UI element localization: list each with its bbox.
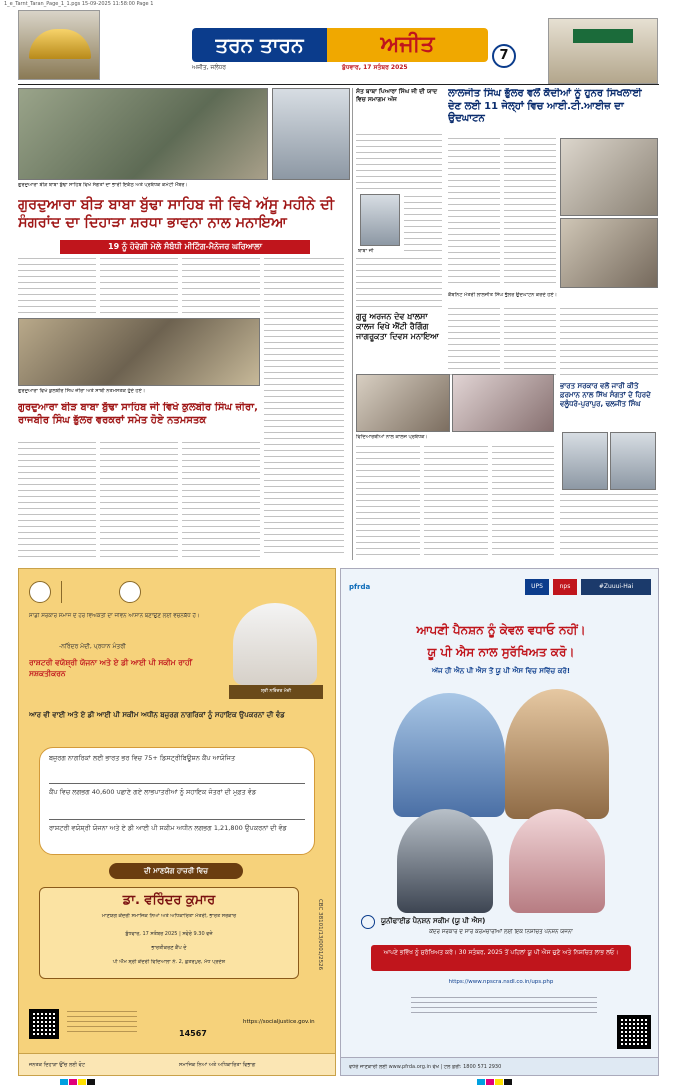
yellow-swatch-2: [495, 1079, 503, 1085]
college-body-col-2: [424, 446, 488, 558]
points-divider-1: [49, 783, 305, 784]
scheme-description: ਆਰ ਵੀ ਵਾਈ ਅਤੇ ਏ ਡੀ ਆਈ ਪੀ ਸਕੀਮ ਅਧੀਨ ਬਜ਼ੁਰਗ ਨਾਗਰਿਕਾਂ ਨੂੰ ਸਹਾਇਕ ਉਪਕਰਨਾਂ ਦੀ ਵੰਡ: [29, 711, 285, 719]
leaders-body-col-2: [100, 442, 178, 560]
ups-pension-advertisement: [340, 568, 659, 1076]
employee-photo-3: [397, 809, 493, 913]
pm-quote: ਸਾਡੀ ਸਰਕਾਰ ਸਮਾਜ ਦੇ ਹਰ ਵਿਅਕਤੀ ਦਾ ਜੀਵਨ ਆਸਾਨ ਬਣਾਉਣ ਲਈ ਵਚਨਬੱਧ ਹੈ।: [29, 613, 200, 619]
jail-body-col-1: [448, 138, 500, 288]
emblem-icon: [29, 581, 51, 603]
main-body-col-2: [100, 258, 178, 314]
footer-right-text: ਸਮਾਜਿਕ ਨਿਆਂ ਅਤੇ ਅਧਿਕਾਰਿਤਾ ਵਿਭਾਗ: [179, 1062, 256, 1068]
hashtag-badge: #Zuuui-Hai: [581, 579, 651, 595]
pm-caption: ਸ਼੍ਰੀ ਨਰਿੰਦਰ ਮੋਦੀ: [229, 685, 323, 699]
leaders-headline: ਗੁਰਦੁਆਰਾ ਬੀੜ ਬਾਬਾ ਬੁੱਢਾ ਸਾਹਿਬ ਜੀ ਵਿਖੇ ਕੁਲਬੀਰ ਸਿੰਘ ਜ਼ੀਰਾ, ਰਾਜਬੀਰ ਸਿੰਘ ਭੁੱਲਰ ਵਰਕਰਾਂ ਸਮੇਤ ਹੋਏ ਨਤਮਸਤਕ: [18, 402, 258, 426]
main-photo-caption: ਗੁਰਦੁਆਰਾ ਬੀੜ ਬਾਬਾ ਬੁੱਢਾ ਸਾਹਿਬ ਵਿਖੇ ਸੰਗਤਾਂ ਦਾ ਭਾਰੀ ਇਕੱਠ ਅਤੇ ਪ੍ਰਬੰਧਕ ਕਮੇਟੀ ਮੈਂਬਰ।: [18, 182, 188, 188]
ups-logo: UPS: [525, 579, 549, 595]
main-subhead: 19 ਨੂੰ ਹੋਵੇਗੀ ਮੇਲੇ ਸੰਬੰਧੀ ਮੀਟਿੰਗ-ਮੈਨੇਜਰ ਘਰਿਆਲਾ: [60, 240, 310, 254]
chief-guest-name: ਡਾ. ਵਰਿੰਦਰ ਕੁਮਾਰ: [122, 893, 216, 908]
magenta-swatch-2: [486, 1079, 494, 1085]
golden-temple-photo: [18, 10, 100, 80]
main-body-col-3: [182, 258, 260, 314]
minister-inauguration-photo: [560, 138, 658, 216]
main-body-col-4: [264, 258, 344, 558]
scheme-point-2: ਕੈਂਪ ਵਿਚ ਲਗਭਗ 40,600 ਪਛਾਣੇ ਗਏ ਲਾਭਪਾਤਰੀਆਂ ਨੂੰ ਸਹਾਇਕ ਜੰਤਰਾਂ ਦੀ ਮੁਫ਼ਤ ਵੰਡ: [49, 788, 257, 796]
ad-right-footer: [341, 1057, 659, 1076]
leaders-body-col-3: [182, 442, 260, 560]
jail-body-col-5: [560, 308, 658, 378]
main-headline: ਗੁਰਦੁਆਰਾ ਬੀੜ ਬਾਬਾ ਬੁੱਢਾ ਸਾਹਿਬ ਜੀ ਵਿਖੇ ਅੱਸੂ ਮਹੀਨੇ ਦੀ ਸੰਗਰਾਂਦ ਦਾ ਦਿਹਾੜਾ ਸ਼ਰਧਾ ਭਾਵਨਾ ਨਾਲ ਮਨਾਇਆ: [18, 197, 335, 232]
presence-label: ਦੀ ਮਾਣਯੋਗ ਹਾਜ਼ਰੀ ਵਿਚ: [109, 863, 243, 879]
yellow-swatch: [78, 1079, 86, 1085]
magenta-swatch: [69, 1079, 77, 1085]
masthead-date: ਬੁੱਧਵਾਰ, 17 ਸਤੰਬਰ 2025: [342, 64, 408, 71]
vayoshri-advertisement: [18, 568, 336, 1076]
points-divider-2: [49, 819, 305, 820]
ups-scheme-desc: ਕੇਂਦਰ ਸਰਕਾਰ ਦੇ ਸਾਰੇ ਕਰਮਚਾਰੀਆਂ ਲਈ ਇਕ ਨਿਸ਼ਚਿਤ ਪੈਨਸ਼ਨ ਯੋਜਨਾ: [429, 929, 573, 935]
cyan-swatch: [60, 1079, 68, 1085]
sikh-sangat-headline: ਭਾਰਤ ਸਰਕਾਰ ਵਲੋਂ ਜਾਰੀ ਕੀਤੇ ਫ਼ਰਮਾਨ ਨਾਲ ਸਿੱਖ ਸੰਗਤਾਂ ਦੇ ਹਿਰਦੇ ਵਲੂੰਧਰੇ-ਪੁਰਾਪੁਰ, ਢਲਜੀਤ ਸਿੰਘ: [560, 382, 651, 408]
leaders-group-photo: [18, 318, 260, 386]
leader-portrait-1: [562, 432, 608, 490]
jail-body-col-2: [504, 138, 556, 288]
employee-photo-1: [393, 693, 505, 817]
pm-photo: [233, 603, 317, 685]
college-photo-1: [356, 374, 450, 432]
ups-jail-headline: ਲਾਲਜੀਤ ਸਿੰਘ ਭੁੱਲਰ ਵਲੋਂ ਕੈਦੀਆਂ ਨੂੰ ਹੁਨਰ ਸਿਖਲਾਈ ਦੇਣ ਲਈ 11 ਜੇਲ੍ਹਾਂ ਵਿਚ ਆਈ.ਟੀ.ਆਈਜ਼ ਦਾ ਉਦਘਾਟਨ: [448, 88, 642, 124]
masthead: [192, 28, 488, 71]
column-divider: [352, 88, 353, 560]
leaders-photo-caption: ਗੁਰਦੁਆਰਾ ਵਿਖੇ ਕੁਲਬੀਰ ਸਿੰਘ ਜ਼ੀਰਾ ਅਤੇ ਸਾਥੀ ਨਤਮਸਤਕ ਹੁੰਦੇ ਹੋਏ।: [18, 388, 146, 394]
ad-left-footer: [19, 1053, 336, 1076]
college-body-col-1: [356, 446, 420, 558]
cyan-swatch-2: [477, 1079, 485, 1085]
small-story-headline: ਸੰਤ ਬਾਬਾ ਪਿਆਰਾ ਸਿੰਘ ਜੀ ਦੀ ਯਾਦ ਵਿਚ ਸਮਾਗਮ ਅੱਜ: [356, 88, 438, 103]
ups-fineprint: [411, 997, 597, 1015]
baba-caption: ਬਾਬਾ ਜੀ: [358, 248, 374, 254]
college-body-col-3: [492, 446, 554, 558]
contact-lines: [67, 1011, 137, 1035]
print-meta: 1_e_Tarnt_Taran_Page_1_1.pgs 15-09-2025 11:58:00 Page 1: [4, 1, 154, 7]
college-headline: ਗੁਰੂ ਅਰਜਨ ਦੇਵ ਖ਼ਾਲਸਾ ਕਾਲਜ ਵਿਖੇ ਐਂਟੀ ਰੈਗਿੰਗ ਜਾਗਰੂਕਤਾ ਦਿਵਸ ਮਨਾਇਆ: [356, 312, 439, 341]
masthead-city: ਤਰਨ ਤਾਰਨ: [192, 28, 327, 62]
qr-code-right: [617, 1015, 651, 1049]
ups-subheadline: ਅੱਜ ਹੀ ਐਨ ਪੀ ਐਸ ਤੋਂ ਯੂ ਪੀ ਐਸ ਵਿਚ ਸਵਿੱਚ ਕਰੋ!: [431, 667, 571, 675]
ups-link[interactable]: https://www.npscra.nsdl.co.in/ups.php: [448, 979, 554, 985]
event-place-label: ਭਾਰਤੀਕਰਣ ਕੈਂਪ ਦੇ: [151, 945, 187, 951]
district-building-photo: [548, 18, 658, 84]
black-swatch: [87, 1079, 95, 1085]
main-body-col-1: [18, 258, 96, 314]
masthead-place: ਅਜੀਤ, ਜਲੰਧਰ: [192, 64, 227, 71]
jail-body-col-4: [504, 308, 556, 378]
page-number: 7: [492, 44, 516, 68]
qr-code-left: [29, 1009, 59, 1039]
ups-headline-2: ਯੂ ਪੀ ਐਸ ਨਾਲ ਸੁਰੱਖਿਅਤ ਕਰੋ।: [427, 645, 575, 659]
masthead-paper: ਅਜੀਤ: [327, 28, 488, 62]
printer-colour-bar: [0, 1079, 677, 1089]
small-story-body-2: [404, 196, 442, 256]
small-story-body-1: [356, 134, 442, 192]
sikh-sangat-body: [560, 494, 658, 558]
gurdwara-crowd-photo: [18, 88, 268, 180]
pm-quote-author: -ਨਰਿੰਦਰ ਮੋਦੀ, ਪ੍ਰਧਾਨ ਮੰਤਰੀ: [59, 643, 126, 650]
ups-deadline-banner: ਆਪਣੇ ਭਵਿੱਖ ਨੂੰ ਸੁਰੱਖਿਅਤ ਕਰੋ। 30 ਸਤੰਬਰ, 2025 ਤੋਂ ਪਹਿਲਾਂ ਯੂ ਪੀ ਐਸ ਚੁਣੋ ਅਤੇ ਨਿਸ਼ਚਿਤ ਲਾਭ ਲਓ।: [371, 945, 631, 971]
ad-code: CBC 38101/13/0001/2526: [317, 899, 323, 971]
employee-photo-4: [509, 809, 605, 913]
scheme-point-3: ਰਾਸ਼ਟਰੀ ਵਯੋਸ਼੍ਰੀ ਯੋਜਨਾ ਅਤੇ ਏ ਡੀ ਆਈ ਪੀ ਸਕੀਮ ਅਧੀਨ ਲਗਭਗ 1,21,800 ਉਪਕਰਨਾਂ ਦੀ ਵੰਡ: [49, 824, 287, 832]
scheme-point-1: ਬਜ਼ੁਰਗ ਨਾਗਰਿਕਾਂ ਲਈ ਭਾਰਤ ਭਰ ਵਿਚ 75+ ਡਿਸਟ੍ਰੀਬਿਊਸ਼ਨ ਕੈਂਪ ਆਯੋਜਿਤ: [49, 754, 236, 762]
footer-left-text: ਜਨਤਕ ਦਿਹਾੜਾ ਉੱਚ ਲਈ ਵੋਟ: [29, 1062, 85, 1068]
leader-portrait-2: [610, 432, 656, 490]
ups-headline-1: ਆਪਣੀ ਪੈਨਸ਼ਨ ਨੂੰ ਕੇਵਲ ਵਧਾਓ ਨਹੀਂ।: [416, 623, 586, 637]
nps-logo: nps: [553, 579, 577, 595]
manager-portrait: [272, 88, 350, 180]
jail-photo-caption: ਕੈਬਨਿਟ ਮੰਤਰੀ ਲਾਲਜੀਤ ਸਿੰਘ ਭੁੱਲਰ ਉਦਘਾਟਨ ਕਰਦੇ ਹੋਏ।: [448, 292, 558, 298]
masthead-rule: [18, 84, 659, 85]
minister-visit-photo: [560, 218, 658, 288]
employee-photo-2: [505, 689, 609, 819]
ministry-logo: [61, 581, 101, 603]
ups-info-icon: [361, 915, 375, 929]
helpline-number: 14567: [179, 1029, 207, 1038]
ad-right-footer-text: ਵਧੇਰੇ ਜਾਣਕਾਰੀ ਲਈ www.pfrda.org.in ਵੇਖੋ | ਟੋਲ ਫ਼ਰੀ: 1800 571 2930: [349, 1064, 502, 1070]
jail-body-col-3: [448, 308, 500, 378]
scheme-title: ਰਾਸ਼ਟਰੀ ਵਯੋਸ਼੍ਰੀ ਯੋਜਨਾ ਅਤੇ ਏ ਡੀ ਆਈ ਪੀ ਸਕੀਮ ਰਾਹੀਂ ਸਸ਼ਕਤੀਕਰਨ: [29, 658, 192, 678]
alimco-logo: [119, 581, 141, 603]
small-story-body-3: [356, 258, 442, 308]
college-photo-2: [452, 374, 554, 432]
pfrda-logo: pfrda: [349, 583, 371, 591]
black-swatch-2: [504, 1079, 512, 1085]
event-venue: ਪੀ ਐੱਮ ਸ਼੍ਰੀ ਕੇਂਦਰੀ ਵਿਦਿਆਲਾ ਨੰ. 2, ਛਤਰਪੁਰ, ਮੱਧ ਪ੍ਰਦੇਸ਼: [112, 959, 226, 965]
event-date: ਬੁੱਧਵਾਰ, 17 ਸਤੰਬਰ 2025 | ਸਵੇਰੇ 9.30 ਵਜੇ: [125, 931, 213, 937]
ministry-url: https://socialjustice.gov.in: [243, 1019, 315, 1025]
college-caption: ਵਿਦਿਆਰਥੀਆਂ ਨਾਲ ਕਾਲਜ ਪ੍ਰਬੰਧਕ।: [356, 434, 428, 440]
chief-guest-title: ਮਾਣਯੋਗ ਕੇਂਦਰੀ ਸਮਾਜਿਕ ਨਿਆਂ ਅਤੇ ਅਧਿਕਾਰਿਤਾ ਮੰਤਰੀ, ਭਾਰਤ ਸਰਕਾਰ: [101, 913, 237, 919]
masthead-sub: [192, 64, 488, 72]
baba-portrait: [360, 194, 400, 246]
leaders-body-col-1: [18, 442, 96, 560]
ups-scheme-title: ਯੂਨੀਫਾਈਡ ਪੈਨਸ਼ਨ ਸਕੀਮ (ਯੂ ਪੀ ਐਸ): [381, 917, 486, 925]
